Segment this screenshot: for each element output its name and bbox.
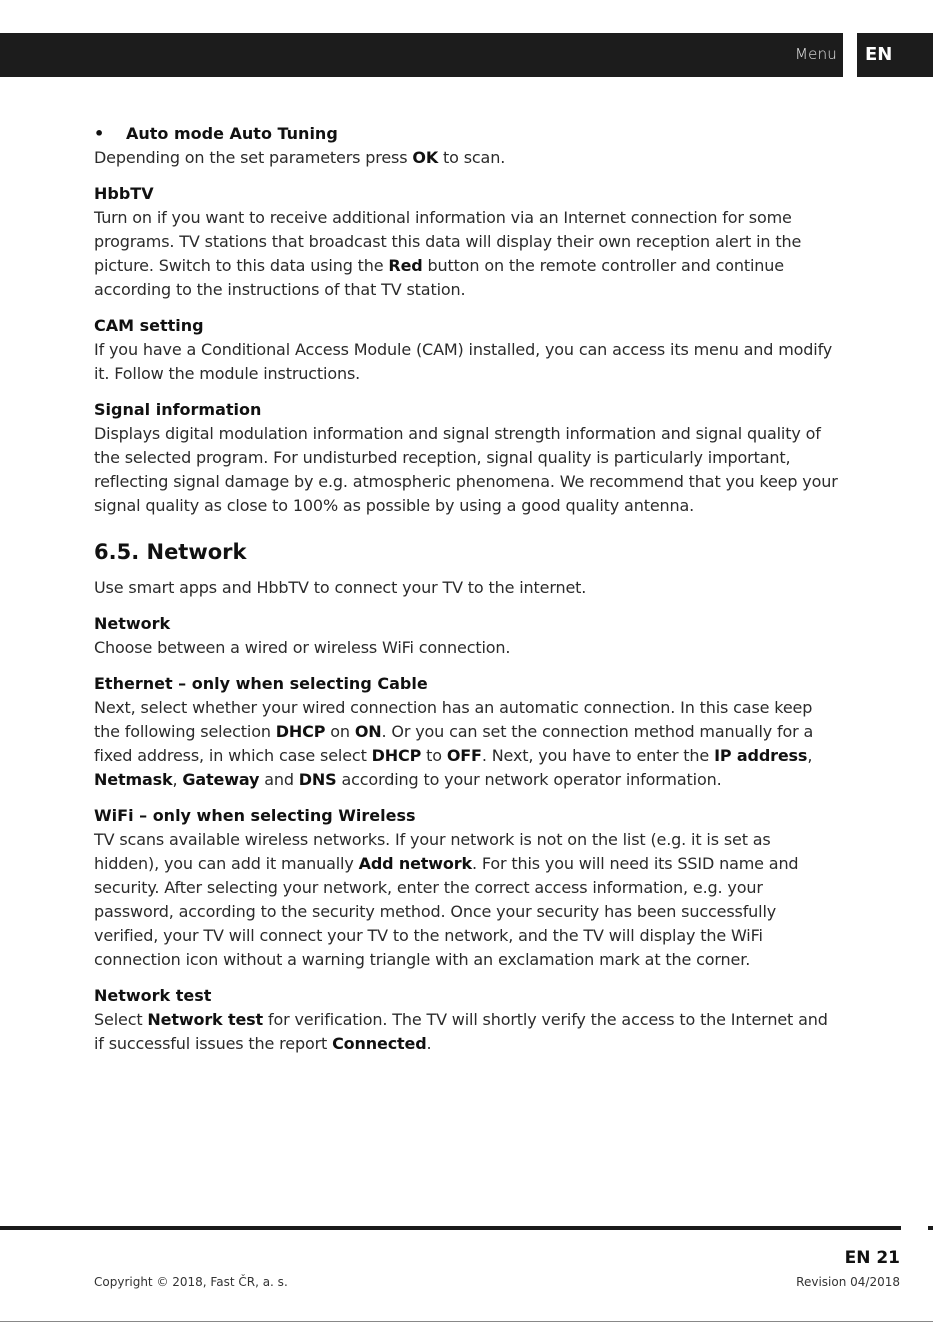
revision-text: Revision 04/2018 (796, 1275, 900, 1289)
network-section-intro: Use smart apps and HbbTV to connect your TV to the internet. (94, 578, 587, 597)
hbbtv-text: Turn on if you want to receive additional information via an Internet connection for some programs. TV stations that broadcast this data will display their own reception alert in the picture. Switch to this data using the Red button on the remote controller and continue according to the instructions of that TV station. (94, 208, 802, 299)
footer-rule-end (928, 1226, 933, 1230)
header-bar (0, 33, 843, 77)
cam-setting-heading: CAM setting (94, 316, 204, 335)
cam-setting-text: If you have a Conditional Access Module (CAM) installed, you can access its menu and modify it. Follow the module instructions. (94, 340, 833, 383)
hbbtv-heading: HbbTV (94, 184, 154, 203)
signal-information-text: Displays digital modulation information and signal strength information and signal quality of the selected program. For undisturbed reception, signal quality is particularly important, reflecting signal damage by e.g. atmospheric phenomena. We recommend that you keep your signal quality as close to 100% as possible by using a good quality antenna. (94, 424, 838, 515)
auto-mode-text: Depending on the set parameters press OK to scan. (94, 148, 506, 167)
menu-link[interactable]: Menu (795, 45, 837, 63)
language-label: EN (865, 44, 893, 65)
language-tab[interactable] (857, 33, 933, 77)
page-bottom-line (0, 1321, 933, 1322)
network-test-text: Select Network test for verification. The TV will shortly verify the access to the Internet and if successful issues the report Connected. (94, 1010, 828, 1053)
ethernet-text: Next, select whether your wired connection has an automatic connection. In this case keep the following selection DHCP on ON. Or you can set the connection method manually for a fixed address, in which case select DHCP to OFF. Next, you have to enter the IP address, Netmask, Gateway and DNS according to your network operator information. (94, 698, 814, 789)
signal-information-heading: Signal information (94, 400, 262, 419)
ethernet-heading: Ethernet – only when selecting Cable (94, 674, 428, 693)
wifi-heading: WiFi – only when selecting Wireless (94, 806, 416, 825)
network-heading: Network (94, 614, 171, 633)
network-section-title: 6.5. Network (94, 540, 247, 564)
auto-mode-title: Auto mode Auto Tuning (126, 124, 338, 143)
network-test-heading: Network test (94, 986, 212, 1005)
page-content (94, 122, 839, 1056)
network-text: Choose between a wired or wireless WiFi connection. (94, 638, 511, 657)
footer-rule (0, 1226, 901, 1230)
auto-mode-heading (94, 122, 839, 146)
copyright-text: Copyright © 2018, Fast ČR, a. s. (94, 1275, 288, 1289)
wifi-text: TV scans available wireless networks. If your network is not on the list (e.g. it is set as hidden), you can add it manually Add network. For this you will need its SSID name and security. After selecting your network, enter the correct access information, e.g. your password, according to the security method. Once your security has been successfully verified, your TV will connect your TV to the network, and the TV will display the WiFi connection icon without a warning triangle with an exclamation mark at the corner. (94, 830, 799, 969)
bullet-glyph: • (94, 124, 105, 143)
page-number: EN 21 (844, 1248, 900, 1268)
